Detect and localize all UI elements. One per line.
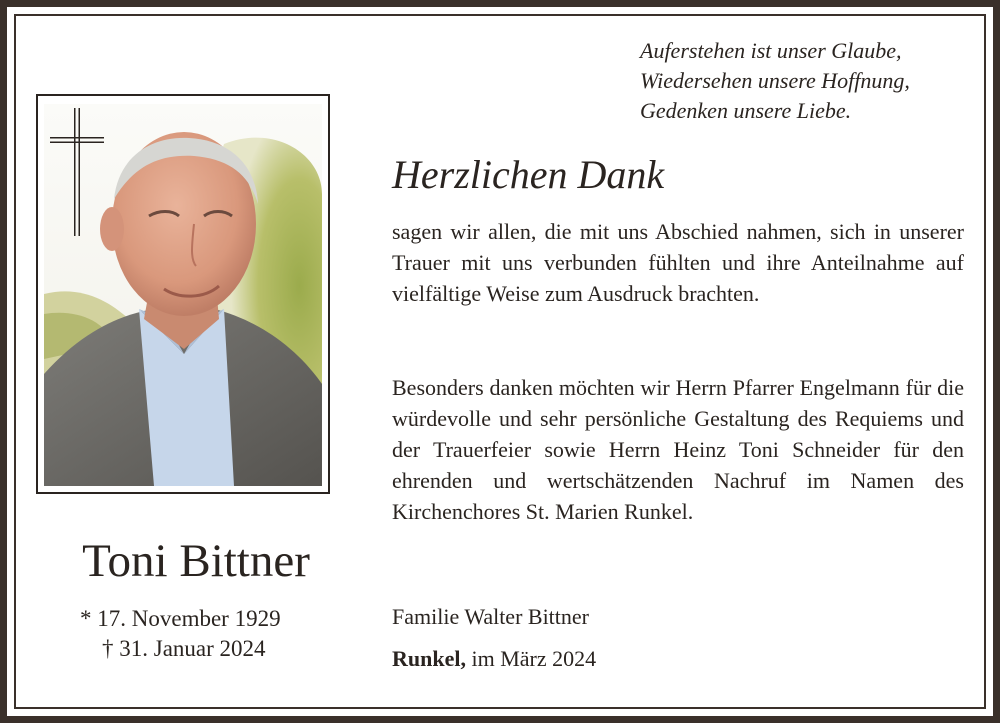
special-thanks-paragraph: Besonders danken möchten wir Herrn Pfarrer Engelmann für die würdevolle und sehr persönliche Gestaltung des Requiems und der Trauerfeier sowie Herrn Heinz Toni Schneider für den ehrenden und wertschätzenden Nachruf im Namen des Kirchenchores St. Marien Runkel.: [392, 375, 964, 524]
signature-date: im März 2024: [471, 646, 597, 671]
thanks-paragraph: sagen wir allen, die mit uns Abschied nahmen, sich in unserer Trauer mit uns verbunden fühlten und ihre Anteilnahme auf vielfältige Weise zum Ausdruck brachten.: [392, 219, 964, 306]
motto-verse: [640, 36, 970, 126]
death-date: † 31. Januar 2024: [102, 636, 266, 661]
deceased-name: Toni Bittner: [82, 535, 310, 587]
signature-family: Familie Walter Bittner: [392, 604, 590, 629]
cross-icon: [50, 108, 104, 236]
motto-line: Auferstehen ist unser Glaube,: [640, 38, 902, 63]
motto-line: Wiedersehen unsere Hoffnung,: [640, 68, 910, 93]
thanks-heading: Herzlichen Dank: [392, 152, 665, 197]
signature-place: Runkel,: [392, 646, 466, 671]
signature-place-date: [392, 644, 596, 674]
life-dates: [36, 604, 356, 664]
motto-line: Gedenken unsere Liebe.: [640, 98, 852, 123]
birth-date: * 17. November 1929: [80, 606, 281, 631]
